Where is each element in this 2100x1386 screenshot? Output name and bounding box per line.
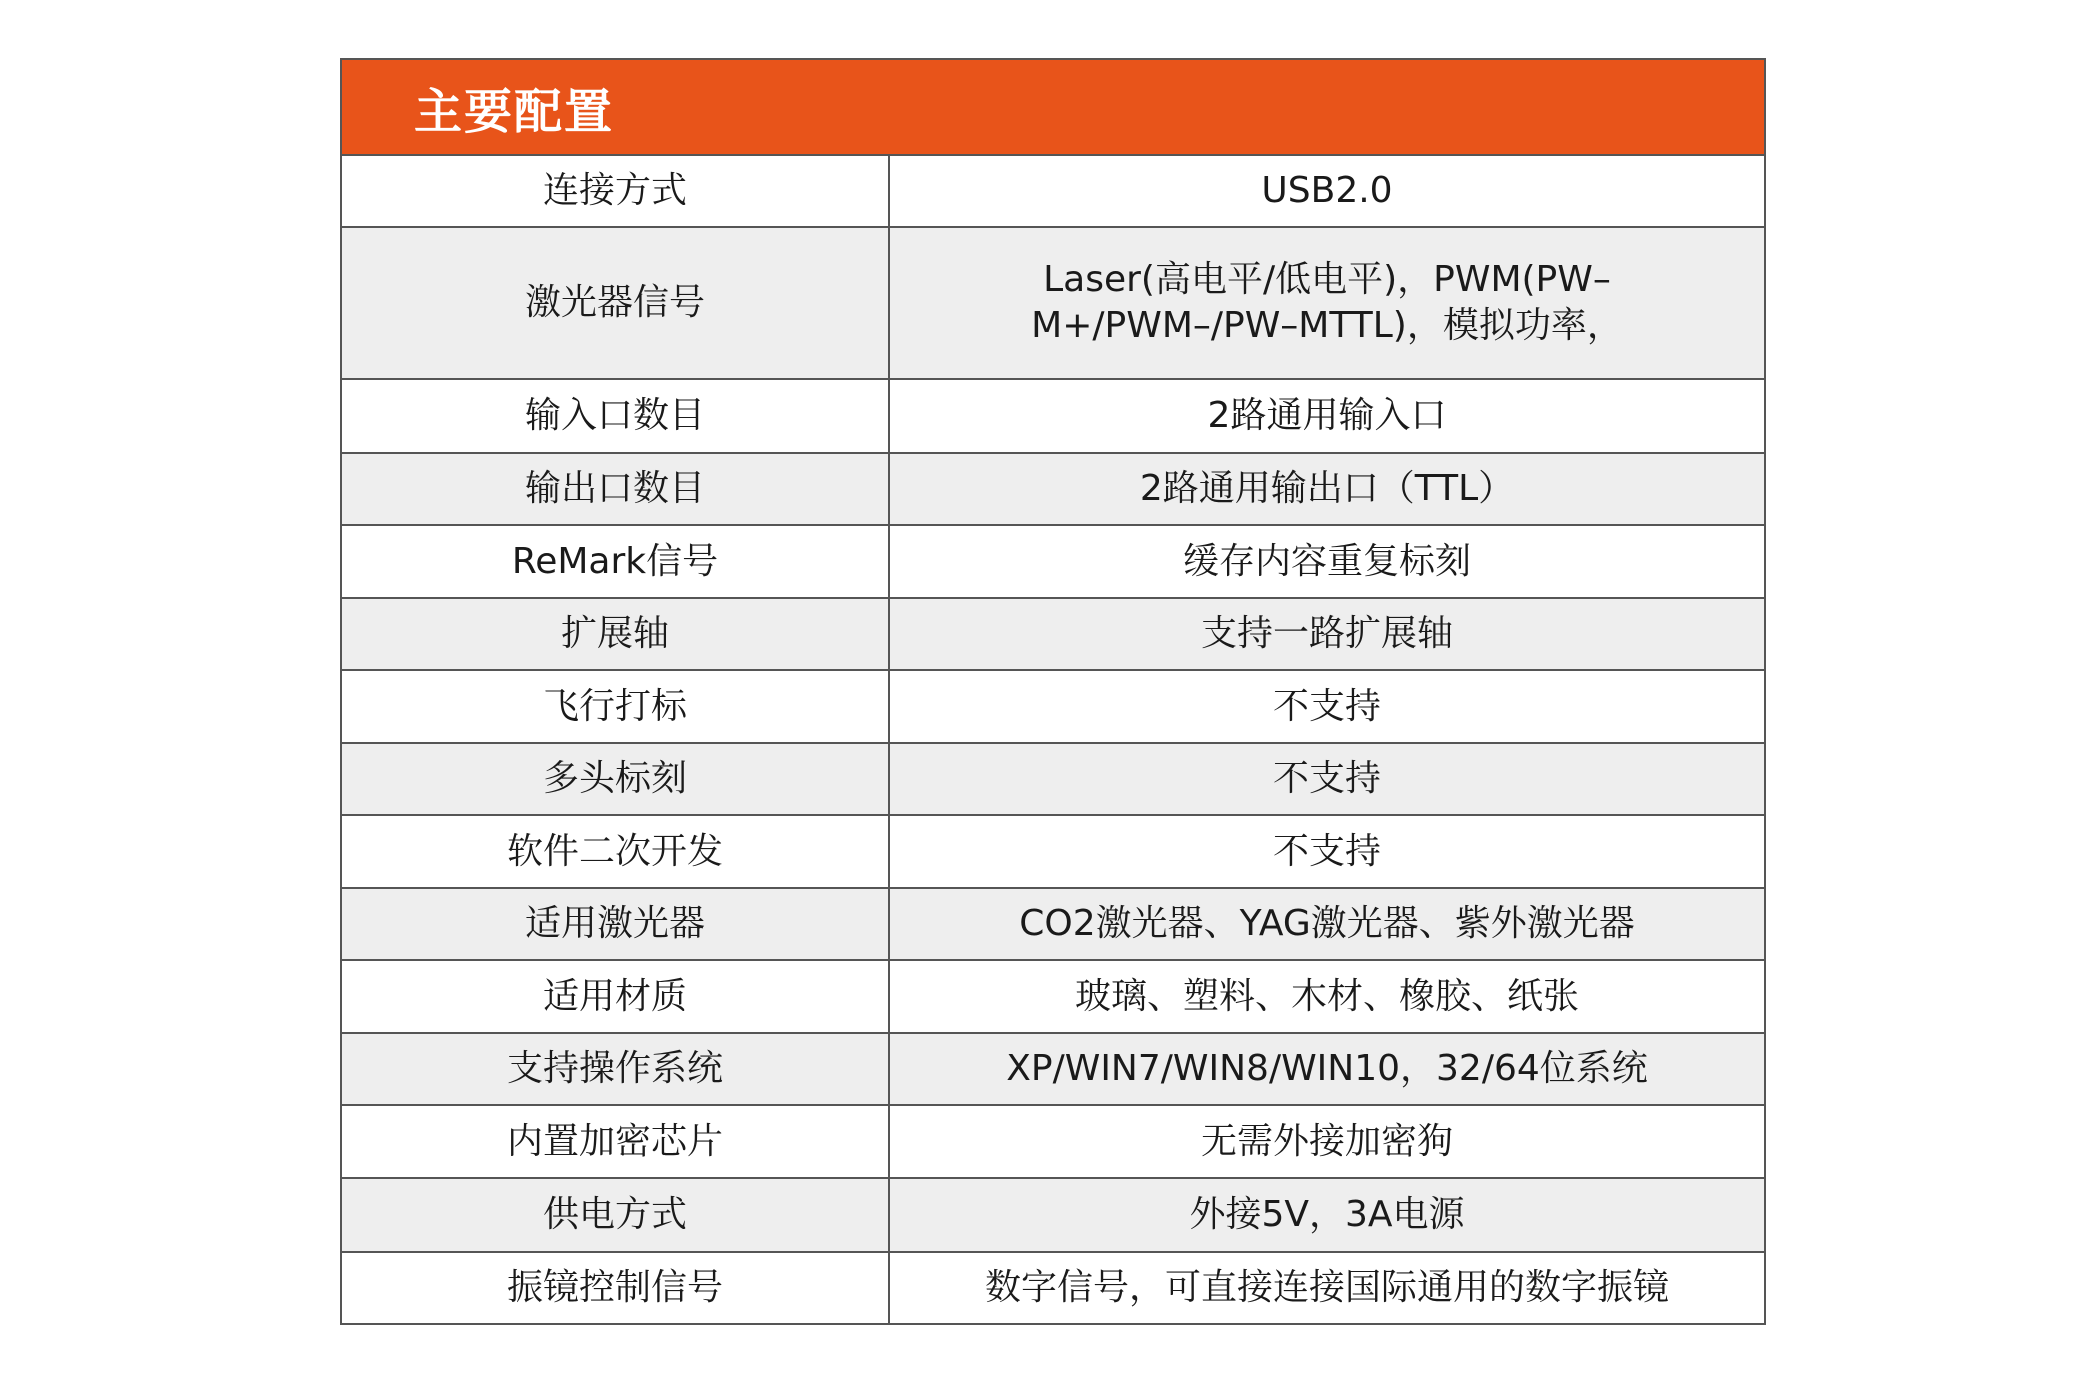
row-label: 支持操作系统 bbox=[342, 1034, 890, 1104]
table-row-laser-signal bbox=[342, 228, 1764, 380]
row-value: 缓存内容重复标刻 bbox=[1182, 540, 1471, 582]
table-row-extension-axis bbox=[342, 599, 1764, 671]
row-value: 玻璃、塑料、木材、橡胶、纸张 bbox=[1074, 975, 1579, 1017]
row-value: 外接5V，3A电源 bbox=[1189, 1194, 1465, 1235]
row-label: 输入口数目 bbox=[342, 380, 890, 452]
table-row-power bbox=[342, 1179, 1764, 1253]
spec-header bbox=[342, 60, 1764, 156]
row-value: 不支持 bbox=[1272, 758, 1381, 799]
row-value: 不支持 bbox=[1272, 830, 1381, 872]
row-label: 扩展轴 bbox=[342, 599, 890, 669]
row-label: ReMark信号 bbox=[342, 526, 890, 597]
table-row-flying-mark bbox=[342, 671, 1764, 744]
row-label: 振镜控制信号 bbox=[342, 1253, 890, 1323]
row-value: 无需外接加密狗 bbox=[1200, 1120, 1453, 1162]
row-label: 飞行打标 bbox=[342, 671, 890, 742]
row-value: 不支持 bbox=[1272, 685, 1381, 727]
row-label: 连接方式 bbox=[342, 156, 890, 226]
row-value: 支持一路扩展轴 bbox=[1200, 613, 1453, 654]
row-label: 软件二次开发 bbox=[342, 816, 890, 887]
row-value: XP/WIN7/WIN8/WIN10，32/64位系统 bbox=[1006, 1048, 1648, 1089]
row-label: 内置加密芯片 bbox=[342, 1106, 890, 1177]
table-row-encryption bbox=[342, 1106, 1764, 1179]
table-row-sdk bbox=[342, 816, 1764, 889]
table-row-materials bbox=[342, 961, 1764, 1034]
table-row-laser-types bbox=[342, 889, 1764, 961]
table-row-galvo-signal bbox=[342, 1253, 1764, 1323]
row-value: 2路通用输入口 bbox=[1207, 395, 1447, 436]
table-row-multi-head bbox=[342, 744, 1764, 816]
table-row-os bbox=[342, 1034, 1764, 1106]
table-row-output-ports bbox=[342, 454, 1764, 526]
row-value: 2路通用输出口（TTL） bbox=[1139, 468, 1515, 509]
row-value: 数字信号，可直接连接国际通用的数字振镜 bbox=[984, 1267, 1669, 1308]
row-value: Laser(高电平/低电平)，PWM(PW– M+/PWM–/PW–MTTL)，模拟功率， bbox=[1031, 259, 1623, 346]
row-label: 激光器信号 bbox=[342, 228, 890, 378]
table-row-connection bbox=[342, 156, 1764, 228]
row-label: 供电方式 bbox=[342, 1179, 890, 1251]
table-row-input-ports bbox=[342, 380, 1764, 454]
spec-title: 主要配置 bbox=[414, 83, 615, 140]
row-value: USB2.0 bbox=[1261, 170, 1393, 211]
spec-table bbox=[340, 58, 1766, 1325]
table-row-remark bbox=[342, 526, 1764, 599]
row-value: CO2激光器、YAG激光器、紫外激光器 bbox=[1019, 903, 1635, 944]
row-label: 适用激光器 bbox=[342, 889, 890, 959]
row-label: 适用材质 bbox=[342, 961, 890, 1032]
row-label: 多头标刻 bbox=[342, 744, 890, 814]
row-label: 输出口数目 bbox=[342, 454, 890, 524]
